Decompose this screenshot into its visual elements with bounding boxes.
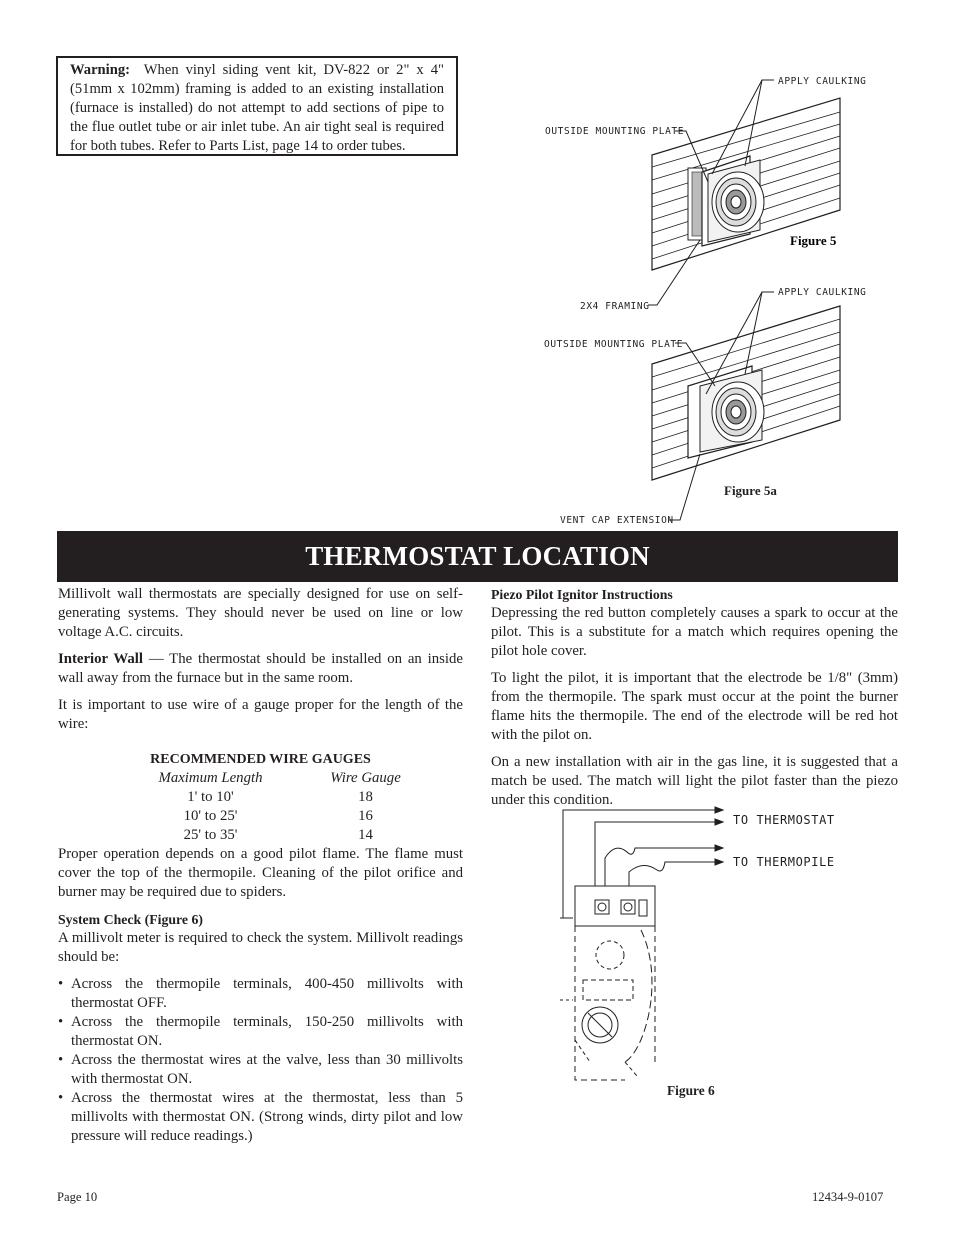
system-check-heading: System Check (Figure 6): [58, 912, 203, 927]
document-number: 12434-9-0107: [812, 1190, 884, 1204]
thermostat-intro: Millivolt wall thermostats are specially designed for use on self-generating systems. They should never be used on line or low voltage A.C. circuits.: [58, 586, 463, 640]
wire-gauge-table: [133, 769, 443, 845]
figure-5a-callout-plate: OUTSIDE MOUNTING PLATE: [544, 339, 684, 350]
page-number: Page 10: [57, 1190, 98, 1204]
figure-6-label-thermostat: TO THERMOSTAT: [733, 813, 835, 827]
piezo-paragraph-2: To light the pilot, it is important that the electrode be 1/8" (3mm) from the thermopile. The spark must occur at the point the burner flame hits the thermopile. The end of the electrode will be red hot with the pilot on.: [491, 670, 898, 743]
table-row: [133, 826, 443, 845]
interior-wall-paragraph: [58, 650, 463, 688]
wire-gauge-title: RECOMMENDED WIRE GAUGES: [150, 752, 371, 767]
figure-5-callout-caulking: APPLY CAULKING: [778, 76, 867, 87]
wire-note: It is important to use wire of a gauge proper for the length of the wire:: [58, 697, 463, 732]
list-item: • Across the thermopile terminals, 400-450 millivolts with thermostat OFF.: [58, 975, 463, 1013]
figure-5-callout-plate: OUTSIDE MOUNTING PLATE: [545, 126, 685, 137]
figure-5a-illustration: [540, 282, 870, 527]
section-title: THERMOSTAT LOCATION: [57, 531, 898, 582]
wire-gauge-cell: 14: [358, 827, 373, 843]
piezo-paragraph-1: Depressing the red button completely causes a spark to occur at the pilot. This is a substitute for a match which requires opening the pilot hole cover.: [491, 605, 898, 659]
figure-5a-caption: Figure 5a: [724, 483, 777, 498]
figure-5-caption: Figure 5: [790, 233, 837, 248]
figure-5a-callout-caulking: APPLY CAULKING: [778, 287, 867, 298]
figure-6-wiring-diagram: [555, 800, 855, 1090]
wire-length-cell: 10' to 25': [183, 808, 238, 824]
wire-gauge-header-length: Maximum Length: [158, 770, 263, 786]
figure-5a-callout-extension: VENT CAP EXTENSION: [560, 515, 674, 526]
pilot-flame-paragraph: Proper operation depends on a good pilot flame. The flame must cover the top of the thermopile. Cleaning of the pilot orifice and burner may be required due to spiders.: [58, 846, 463, 900]
wire-gauge-cell: 16: [358, 808, 373, 824]
wire-length-cell: 25' to 35': [183, 827, 238, 843]
warning-text: When vinyl siding vent kit, DV-822 or 2" x 4" (51mm x 102mm) framing is added to an existing installation (furnace is installed) do not attempt to add sections of pipe to the flue outlet tube or air inlet tube. An air tight seal is required for both tubes. Refer to Parts List, page 14 to order tubes.: [70, 62, 444, 154]
figure-6-caption: Figure 6: [667, 1083, 715, 1098]
interior-wall-label: Interior Wall: [58, 651, 144, 667]
piezo-heading: Piezo Pilot Ignitor Instructions: [491, 587, 673, 602]
list-item: • Across the thermostat wires at the thermostat, less than 5 millivolts with thermostat ON. (Strong winds, dirty pilot and low pressure will reduce readings.): [58, 1089, 463, 1146]
wire-gauge-header-gauge: Wire Gauge: [330, 770, 401, 786]
interior-wall-text: — The thermostat should be installed on an inside wall away from the furnace but in the same room.: [58, 651, 463, 686]
figure-5-callout-framing: 2X4 FRAMING: [580, 301, 650, 312]
table-row: [133, 788, 443, 807]
system-check-text: A millivolt meter is required to check the system. Millivolt readings should be:: [58, 930, 463, 965]
warning-box: [56, 56, 458, 156]
list-item: • Across the thermopile terminals, 150-250 millivolts with thermostat ON.: [58, 1013, 463, 1051]
millivolt-readings-list: [58, 975, 463, 1146]
figure-6-label-thermopile: TO THERMOPILE: [733, 855, 835, 869]
piezo-paragraph-3: On a new installation with air in the gas line, it is suggested that a match be used. The match will light the pilot faster than the piezo under this condition.: [491, 754, 898, 808]
warning-label: Warning:: [70, 62, 131, 78]
table-row: [133, 807, 443, 826]
left-column: [58, 585, 463, 1146]
right-column: [491, 585, 898, 818]
wire-gauge-cell: 18: [358, 789, 373, 805]
list-item: • Across the thermostat wires at the valve, less than 30 millivolts with thermostat ON.: [58, 1051, 463, 1089]
wire-length-cell: 1' to 10': [187, 789, 234, 805]
